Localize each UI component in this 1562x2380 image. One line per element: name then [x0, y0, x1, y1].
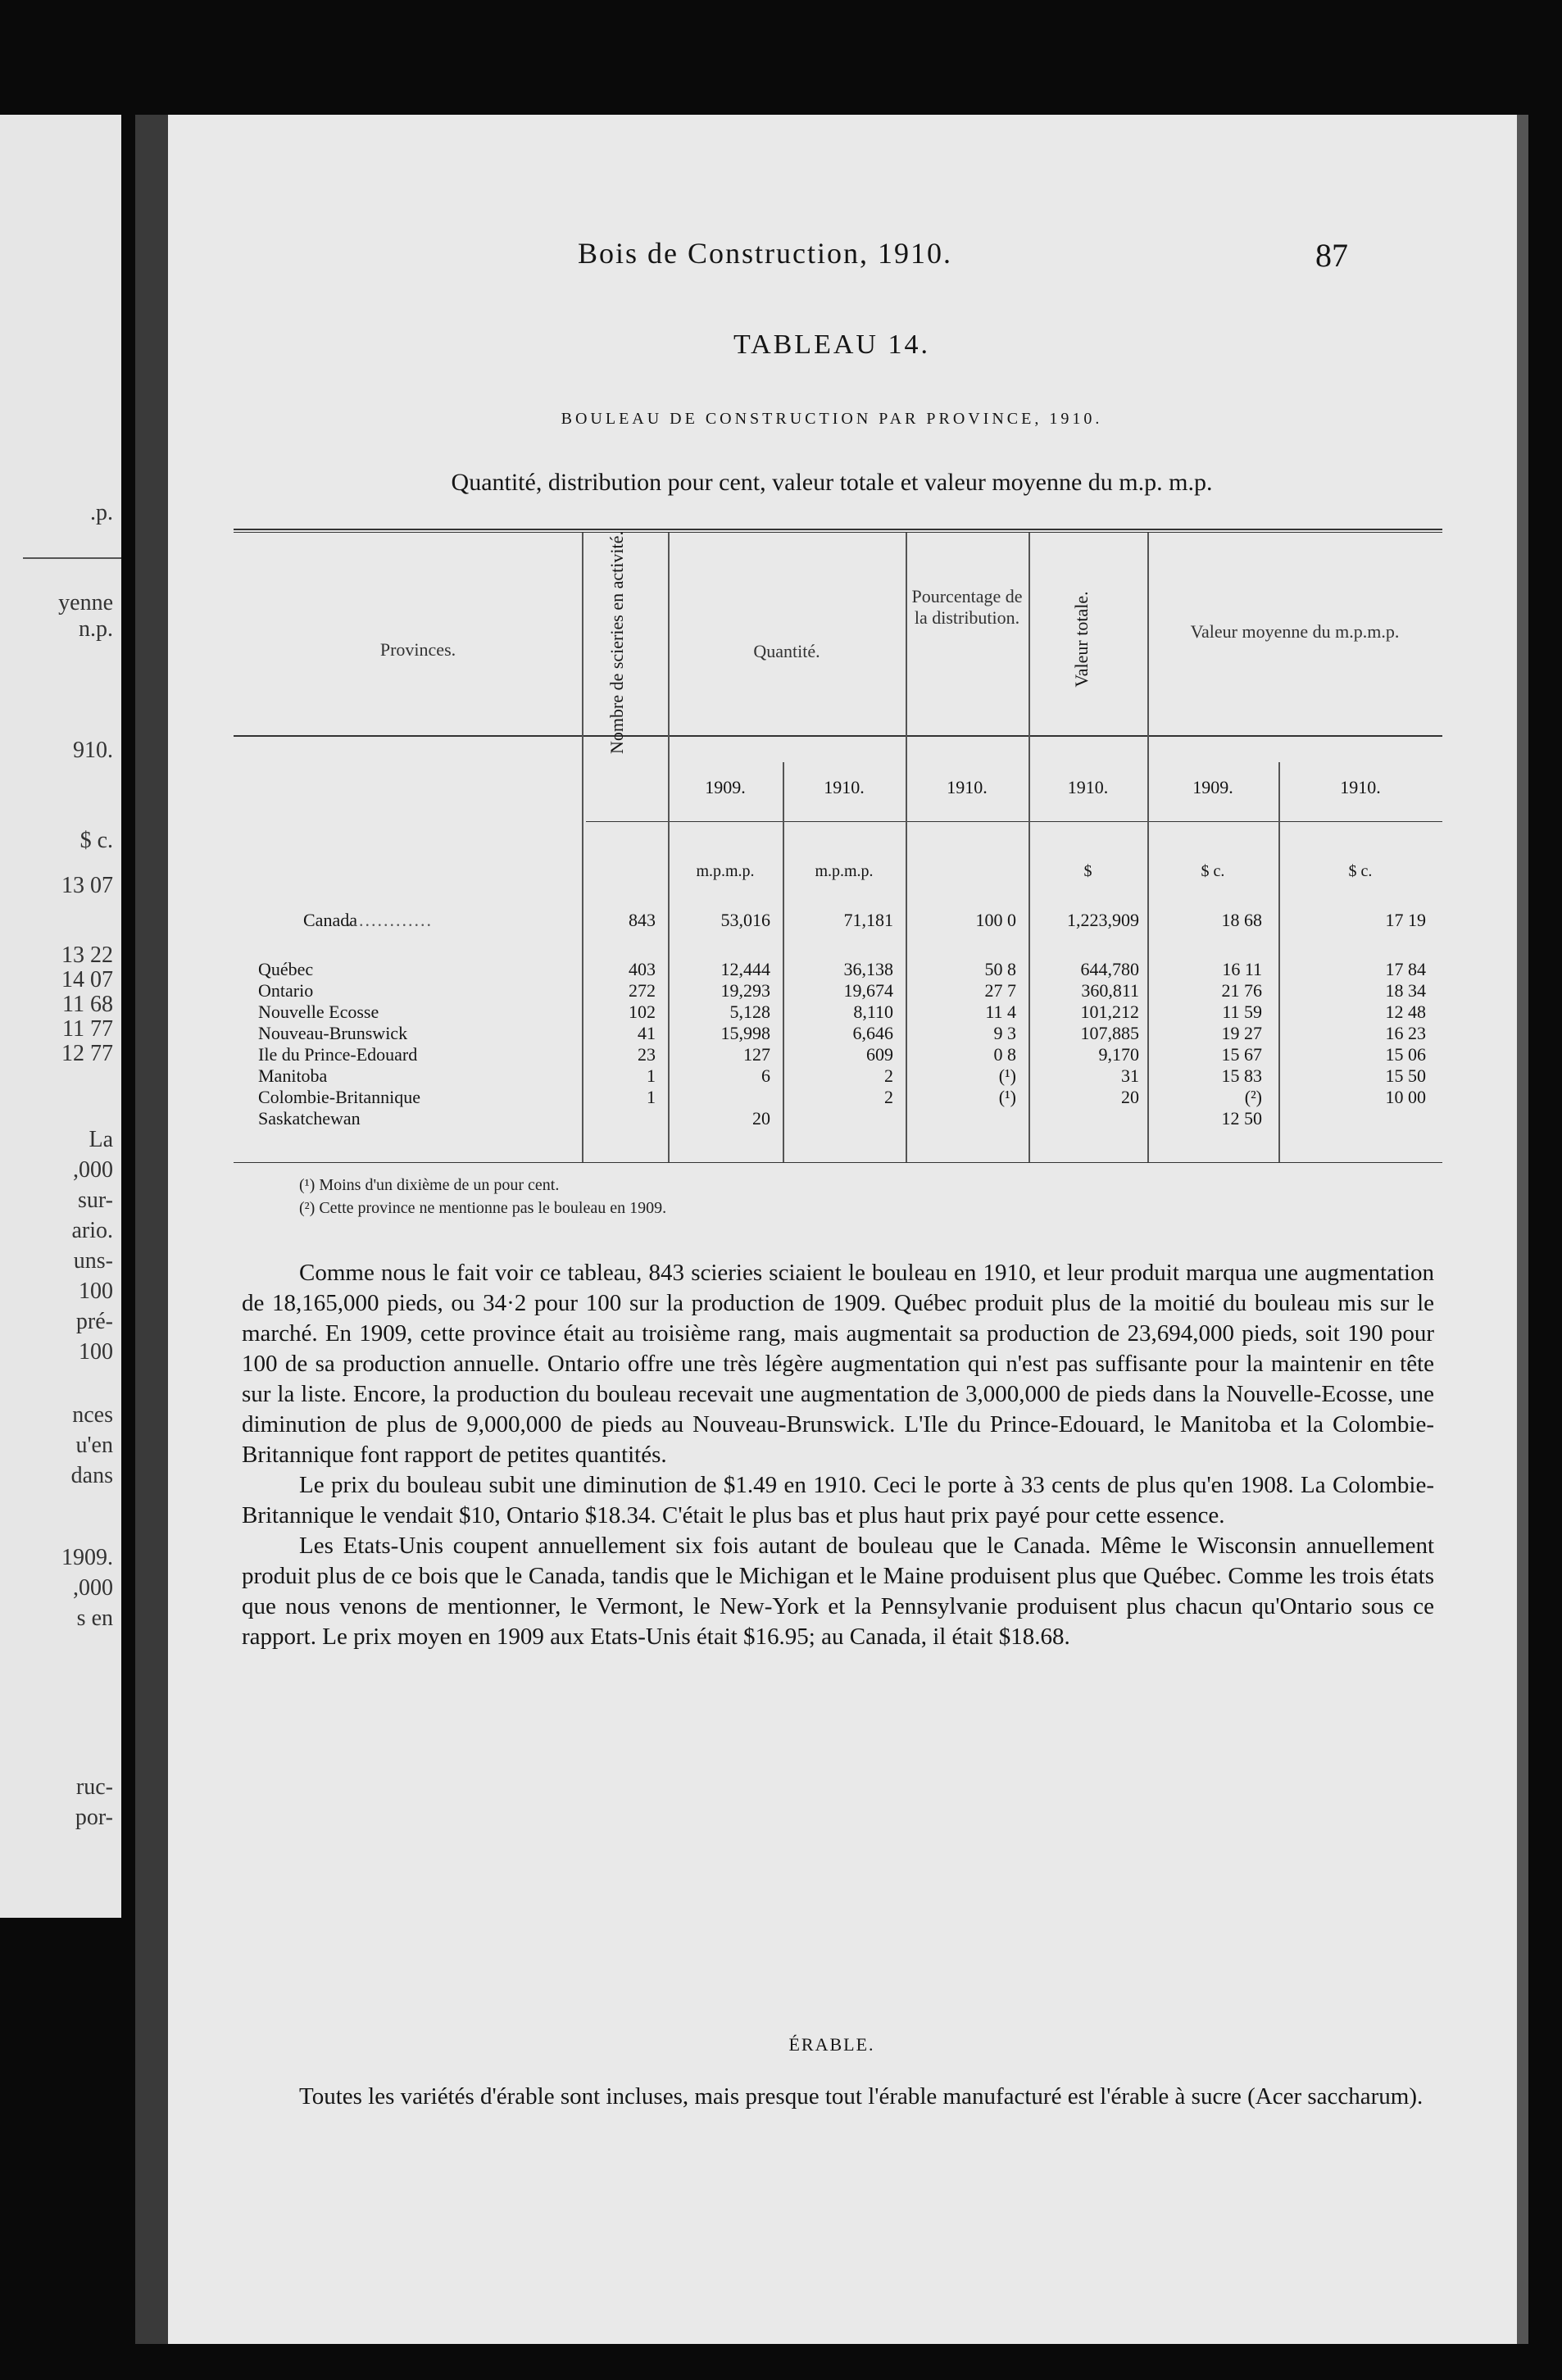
header-rule: [234, 735, 1442, 737]
prev-fragment: .p.: [90, 500, 113, 525]
cell-avg1910: 18 34: [1385, 980, 1426, 1001]
prev-fragment: 910.: [73, 738, 113, 763]
year-label: 1910.: [824, 777, 865, 797]
cell-province: Québec: [258, 959, 314, 979]
unit-label: $: [1083, 862, 1092, 880]
cell-avg1909: 21 76: [1221, 980, 1262, 1001]
prev-fragment: 100: [79, 1279, 113, 1304]
cell-mills: 1: [647, 1065, 656, 1086]
cell-pct: 11 4: [985, 1002, 1016, 1022]
cell-province: Saskatchewan: [258, 1108, 361, 1129]
prev-fragment: 12 77: [61, 1041, 113, 1066]
body-text: [242, 1258, 1434, 1652]
cell-q1910: 609: [866, 1044, 893, 1065]
paragraph: Les Etats-Unis coupent annuellement six fois autant de bouleau que le Canada. Même le Wisconsin annuellement produit plus de ce bois que le Canada, tandis que le Michigan et le Maine produisent plus que Québec. Comme les trois états que nous venons de mentionner, le Vermont, le New-York et la Pennsylvanie produisent plus chacun qu'Ontario sous ce rapport. Le prix moyen en 1909 aux Etats-Unis était $16.95; au Canada, il était $18.68.: [242, 1533, 1434, 1650]
cell-q1909: 19,293: [720, 980, 770, 1001]
cell-province: Ile du Prince-Edouard: [258, 1044, 418, 1065]
cell-qty-1909: 53,016: [720, 910, 770, 930]
cell-avg1910: 12 48: [1385, 1002, 1426, 1022]
prev-fragment: n.p.: [79, 616, 113, 642]
cell-q1910: 2: [884, 1087, 893, 1107]
cell-province: Colombie-Britannique: [258, 1087, 420, 1107]
cell-avg1910: 17 84: [1385, 959, 1426, 979]
table-row: [135, 1044, 1528, 1065]
unit-label: m.p.m.p.: [815, 862, 874, 880]
header-quantity: Quantité.: [753, 641, 820, 661]
cell-mills: 272: [629, 980, 656, 1001]
cell-total: 9,170: [1098, 1044, 1139, 1065]
prev-fragment: s en: [76, 1606, 113, 1631]
prev-fragment: pré-: [75, 1309, 113, 1334]
cell-q1909: 20: [752, 1108, 770, 1129]
footnote-2: (²) Cette province ne mentionne pas le bouleau en 1909.: [299, 1199, 667, 1217]
page-edge: [1517, 115, 1528, 2344]
cell-avg1910: 10 00: [1385, 1087, 1426, 1107]
footnote-1: (¹) Moins d'un dixième de un pour cent.: [299, 1176, 560, 1194]
cell-avg1909: 15 83: [1221, 1065, 1262, 1086]
cell-province: Nouveau-Brunswick: [258, 1023, 408, 1043]
year-row: [135, 777, 1528, 798]
table-top-rule-thin: [234, 532, 1442, 533]
year-label: 1909.: [705, 777, 746, 797]
table-row-canada: [135, 910, 1528, 931]
cell-province: Ontario: [258, 980, 314, 1001]
prev-fragment: 100: [79, 1339, 113, 1365]
cell-q1910: 2: [884, 1065, 893, 1086]
table-bottom-rule: [234, 1162, 1442, 1163]
prev-fragment: 1909.: [61, 1545, 113, 1570]
cell-total: 101,212: [1080, 1002, 1139, 1022]
cell-mills: 1: [647, 1087, 656, 1107]
cell-q1910: 8,110: [853, 1002, 893, 1022]
cell-mills: 843: [629, 910, 656, 930]
cell-q1909: 12,444: [720, 959, 770, 979]
cell-avg1909: 12 50: [1221, 1108, 1262, 1129]
prev-rule: [23, 557, 121, 559]
paragraph: Toutes les variétés d'érable sont incluses, mais presque tout l'érable manufacturé est l'érable à sucre (Acer saccharum).: [299, 2083, 1424, 2110]
prev-fragment: 13 22: [61, 942, 113, 968]
cell-pct: 100 0: [975, 910, 1016, 930]
prev-fragment: uns-: [73, 1248, 113, 1274]
prev-fragment: 13 07: [61, 873, 113, 898]
table-caption: Quantité, distribution pour cent, valeur totale et valeur moyenne du m.p. m.p.: [451, 469, 1213, 496]
year-label: 1910.: [947, 777, 988, 797]
cell-avg1909: (²): [1244, 1087, 1262, 1107]
paragraph: Comme nous le fait voir ce tableau, 843 scieries sciaient le bouleau en 1910, et leur produit marqua une augmentation de 18,165,000 pieds, ou 34·2 pour 100 sur la production de 1909. Québec produit plus de la moitié du bouleau mis sur le marché. En 1909, cette province était au troisième rang, mais augmentait sa production de 23,694,000 pieds, soit 190 pour 100 de sa production annuelle. Ontario offre une très légère augmentation qui n'est pas suffisante pour la maintenir en tête sur la liste. Encore, la production du bouleau recevait une augmentation de 3,000,000 de pieds dans la Nouvelle-Ecosse, une diminution de plus de 9,000,000 de pieds au Nouveau-Brunswick. L'Ile du Prince-Edouard, le Manitoba et la Colombie-Britannique font rapport de petites quantités.: [242, 1260, 1434, 1468]
cell-avg1909: 11 59: [1222, 1002, 1262, 1022]
cell-total: 360,811: [1081, 980, 1139, 1001]
cell-qty-1910: 71,181: [843, 910, 893, 930]
header-percentage: Pourcentage de la distribution.: [911, 586, 1023, 629]
cell-total: 107,885: [1080, 1023, 1139, 1043]
cell-avg1910: 16 23: [1385, 1023, 1426, 1043]
prev-fragment: 14 07: [61, 967, 113, 992]
cell-q1909: 6: [761, 1065, 770, 1086]
header-provinces: Provinces.: [379, 639, 456, 660]
unit-row: [135, 862, 1528, 883]
table-title: TABLEAU 14.: [733, 329, 930, 360]
cell-avg1910: 15 06: [1385, 1044, 1426, 1065]
cell-q1909: 5,128: [729, 1002, 770, 1022]
table-row: [135, 959, 1528, 980]
prev-fragment: 11 68: [62, 992, 113, 1017]
prev-fragment: ,000: [73, 1575, 113, 1601]
table-row: [135, 1023, 1528, 1044]
prev-fragment: dans: [70, 1463, 113, 1488]
prev-fragment: ario.: [71, 1218, 113, 1243]
prev-fragment: $ c.: [79, 828, 113, 853]
prev-fragment: 11 77: [62, 1016, 113, 1042]
header-total-value: Valeur totale.: [1071, 591, 1092, 688]
year-label: 1910.: [1340, 777, 1381, 797]
prev-fragment: por-: [75, 1805, 113, 1830]
section-title: ÉRABLE.: [788, 2034, 875, 2055]
prev-fragment: nces: [72, 1402, 113, 1428]
header-average-value: Valeur moyenne du m.p.m.p.: [1190, 621, 1400, 642]
cell-province: Nouvelle Ecosse: [258, 1002, 379, 1022]
cell-pct: (¹): [998, 1065, 1016, 1086]
table-row: [135, 1087, 1528, 1108]
cell-avg1910: 15 50: [1385, 1065, 1426, 1086]
cell-q1910: 19,674: [843, 980, 893, 1001]
cell-total: 1,223,909: [1067, 910, 1139, 930]
prev-fragment: ruc-: [75, 1774, 113, 1800]
prev-fragment: ,000: [73, 1157, 113, 1183]
leader-dots: ..............: [347, 910, 433, 930]
cell-avg1909: 16 11: [1222, 959, 1262, 979]
body-text-erable: [242, 2082, 1434, 2112]
cell-pct: 50 8: [984, 959, 1016, 979]
year-rule: [586, 821, 1442, 822]
unit-label: m.p.m.p.: [696, 862, 755, 880]
prev-fragment: u'en: [75, 1433, 113, 1458]
cell-avg1909: 15 67: [1221, 1044, 1262, 1065]
cell-avg1909: 19 27: [1221, 1023, 1262, 1043]
year-label: 1909.: [1192, 777, 1233, 797]
cell-pct: 9 3: [993, 1023, 1016, 1043]
cell-total: 644,780: [1080, 959, 1139, 979]
cell-province: Manitoba: [258, 1065, 328, 1086]
cell-q1909: 127: [743, 1044, 770, 1065]
cell-pct: 27 7: [984, 980, 1016, 1001]
prev-fragment: yenne: [58, 590, 113, 615]
page-number: 87: [1315, 237, 1348, 274]
table-subtitle: BOULEAU DE CONSTRUCTION PAR PROVINCE, 1910.: [561, 410, 1103, 428]
table-row: [135, 1002, 1528, 1023]
table-row: [135, 1065, 1528, 1087]
cell-q1909: 15,998: [720, 1023, 770, 1043]
cell-mills: 102: [629, 1002, 656, 1022]
paragraph: Le prix du bouleau subit une diminution de $1.49 en 1910. Ceci le porte à 33 cents de plus qu'en 1908. La Colombie-Britannique le vendait $10, Ontario $18.34. C'était le plus bas et plus haut prix payé pour cette essence.: [242, 1472, 1434, 1528]
previous-page-sliver: [0, 115, 121, 1918]
cell-mills: 403: [629, 959, 656, 979]
document-page: [135, 115, 1528, 2344]
cell-pct: 0 8: [993, 1044, 1016, 1065]
table-row: [135, 980, 1528, 1002]
page-binding-shadow: [135, 115, 168, 2344]
unit-label: $ c.: [1348, 862, 1373, 880]
table-row: [135, 1108, 1528, 1129]
prev-fragment: sur-: [78, 1188, 113, 1213]
cell-mills: 41: [638, 1023, 656, 1043]
cell-q1910: 36,138: [843, 959, 893, 979]
cell-pct: (¹): [998, 1087, 1016, 1107]
prev-fragment: La: [89, 1127, 113, 1152]
running-head: Bois de Construction, 1910.: [578, 237, 952, 270]
cell-mills: 23: [638, 1044, 656, 1065]
cell-total: 20: [1121, 1087, 1139, 1107]
year-label: 1910.: [1067, 777, 1109, 797]
cell-q1910: 6,646: [852, 1023, 893, 1043]
cell-avg-1909: 18 68: [1221, 910, 1262, 930]
unit-label: $ c.: [1201, 862, 1225, 880]
cell-avg-1910: 17 19: [1385, 910, 1426, 930]
cell-province: Canada: [303, 910, 357, 930]
header-mills-count: Nombre de scieries en activité.: [606, 531, 627, 754]
cell-total: 31: [1121, 1065, 1139, 1086]
table-top-rule: [234, 529, 1442, 530]
